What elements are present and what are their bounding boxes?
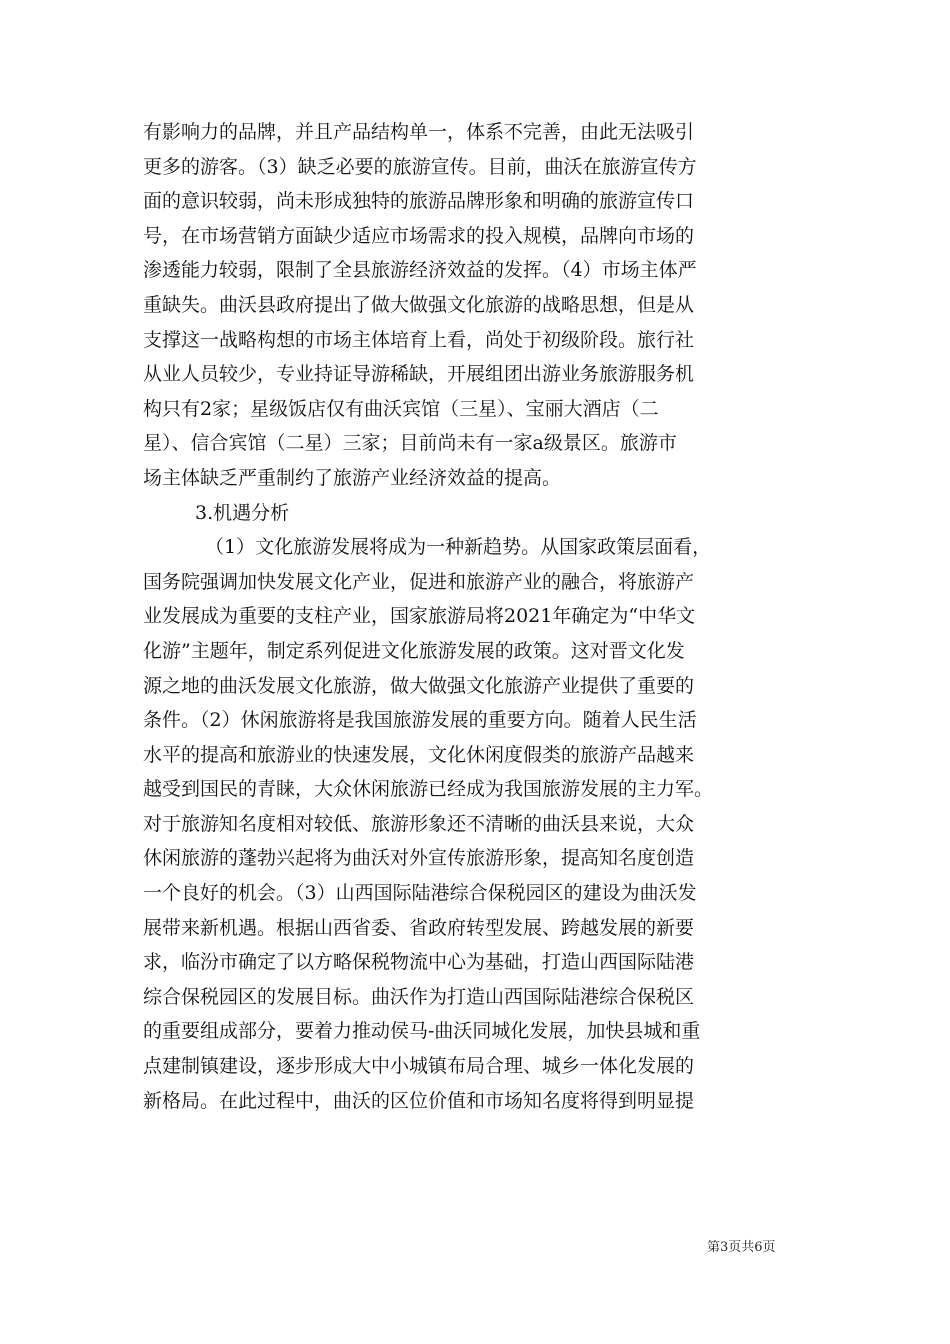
text-line: 的重要组成部分，要着力推动侯马-曲沃同城化发展，加快县城和重 [143, 1020, 701, 1043]
text-line: 从业人员较少，专业持证导游稀缺，开展组团出游业务旅游服务机 [143, 363, 695, 386]
text-line: 更多的游客。（3）缺乏必要的旅游宣传。目前，曲沃在旅游宣传方 [143, 155, 697, 178]
text-line: 水平的提高和旅游业的快速发展，文化休闲度假类的旅游产品越来 [143, 743, 695, 766]
text-line: 新格局。在此过程中，曲沃的区位价值和市场知名度将得到明显提 [143, 1089, 695, 1112]
text-line: 越受到国民的青睐，大众休闲旅游已经成为我国旅游发展的主力军。 [143, 778, 714, 801]
text-line: 场主体缺乏严重制约了旅游产业经济效益的提高。 [143, 466, 562, 489]
text-line: 国务院强调加快发展文化产业，促进和旅游产业的融合，将旅游产 [143, 570, 695, 593]
text-line: 休闲旅游的蓬勃兴起将为曲沃对外宣传旅游形象，提高知名度创造 [143, 847, 695, 870]
text-line: 支撑这一战略构想的市场主体培育上看，尚处于初级阶段。旅行社 [143, 328, 695, 351]
text-line: 星）、信合宾馆（二星）三家；目前尚未有一家a级景区。旅游市 [143, 432, 677, 455]
text-line: 业发展成为重要的支柱产业，国家旅游局将2021年确定为“中华文 [143, 605, 696, 628]
text-line: 对于旅游知名度相对较低、旅游形象还不清晰的曲沃县来说，大众 [143, 812, 695, 835]
text-line: （1）文化旅游发展将成为一种新趋势。从国家政策层面看， [205, 536, 712, 559]
text-line: 渗透能力较弱，限制了全县旅游经济效益的发挥。（4）市场主体严 [143, 259, 697, 282]
text-line: 面的意识较弱，尚未形成独特的旅游品牌形象和明确的旅游宣传口 [143, 190, 695, 213]
text-line: 求，临汾市确定了以方略保税物流中心为基础，打造山西国际陆港 [143, 951, 695, 974]
text-line: 展带来新机遇。根据山西省委、省政府转型发展、跨越发展的新要 [143, 916, 695, 939]
text-line: 综合保税园区的发展目标。曲沃作为打造山西国际陆港综合保税区 [143, 985, 695, 1008]
text-line: 有影响力的品牌，并且产品结构单一，体系不完善，由此无法吸引 [143, 121, 695, 143]
text-line: 一个良好的机会。（3）山西国际陆港综合保税园区的建设为曲沃发 [143, 882, 697, 905]
document-body [143, 115, 813, 1118]
text-line: 化游”主题年，制定系列促进文化旅游发展的政策。这对晋文化发 [143, 639, 685, 662]
section-heading: 3.机遇分析 [195, 501, 290, 524]
text-line: 构只有2家；星级饭店仅有曲沃宾馆（三星）、宝丽大酒店（二 [143, 397, 659, 420]
text-line: 源之地的曲沃发展文化旅游，做大做强文化旅游产业提供了重要的 [143, 674, 695, 697]
text-line: 点建制镇建设，逐步形成大中小城镇布局合理、城乡一体化发展的 [143, 1055, 695, 1078]
text-line: 号，在市场营销方面缺少适应市场需求的投入规模，品牌向市场的 [143, 224, 695, 247]
text-line: 条件。（2）休闲旅游将是我国旅游发展的重要方向。随着人民生活 [143, 709, 697, 732]
page-number: 第3页共6页 [707, 1240, 776, 1255]
text-line: 重缺失。曲沃县政府提出了做大做强文化旅游的战略思想，但是从 [143, 293, 695, 316]
